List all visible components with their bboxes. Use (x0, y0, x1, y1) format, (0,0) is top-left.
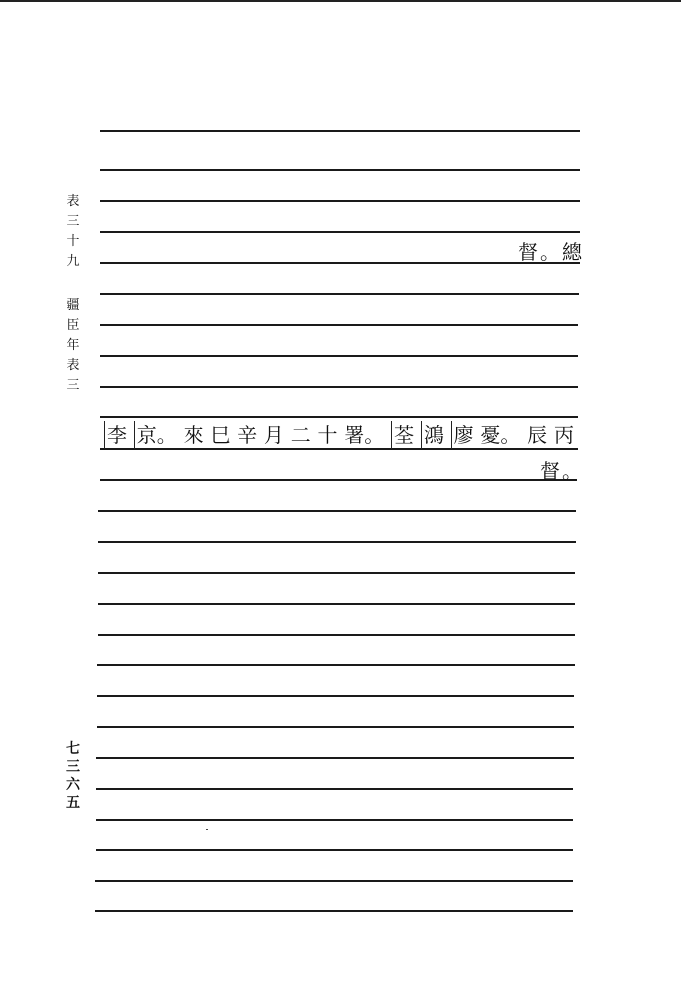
side-subtitle-column (63, 296, 83, 396)
page-number-char: 七 (66, 741, 80, 757)
table-row-rule (98, 603, 575, 605)
entry-char: 荃 (391, 421, 414, 449)
table-row-rule (97, 664, 575, 666)
table-row-rule (97, 726, 574, 728)
entry-char: 來 (183, 423, 204, 447)
paper-speck (206, 829, 208, 830)
table-row-rule (96, 849, 573, 851)
side-title-column (63, 192, 83, 272)
entry-char: 京。 (134, 421, 177, 449)
side-title-char: 三 (66, 214, 80, 229)
side-title-char: 十 (66, 234, 80, 249)
table-row-rule (95, 910, 573, 912)
governor-general-cell: 督。總 (518, 240, 584, 264)
table-row-rule (100, 324, 578, 326)
table-row-rule (95, 880, 573, 882)
entry-char: 二 (290, 423, 311, 447)
entry-char: 廖 (451, 421, 474, 449)
table-row-rule (100, 416, 578, 418)
side-subtitle-char: 三 (66, 378, 80, 393)
entry-char: 鴻 (421, 421, 444, 449)
table-row-rule (96, 819, 573, 821)
side-subtitle-char: 疆 (66, 298, 80, 313)
table-row-rule (97, 695, 574, 697)
side-subtitle-char: 臣 (66, 318, 80, 333)
page-number (63, 740, 83, 812)
page-top-border (0, 0, 681, 2)
table-row-rule (100, 293, 579, 295)
entry-char: 署。 (344, 423, 385, 447)
entry-char: 辰 (527, 423, 548, 447)
entry-char: 十 (317, 423, 338, 447)
table-row-rule (98, 541, 576, 543)
entry-char: 憂。 (480, 423, 521, 447)
table-row-rule (98, 510, 576, 512)
table-row-rule (96, 757, 574, 759)
table-row-rule (100, 231, 580, 233)
table-row-rule (100, 130, 580, 132)
table-row-rule (100, 169, 580, 171)
table-row-rule (100, 355, 578, 357)
page-number-char: 三 (66, 759, 80, 775)
side-subtitle-char: 表 (66, 358, 80, 373)
entry-row (104, 421, 574, 449)
page-number-char: 五 (66, 795, 80, 811)
governor-cell-below: 督。 (540, 459, 584, 483)
side-title-char: 九 (66, 254, 80, 269)
table-row-rule (98, 572, 575, 574)
table-row-rule (100, 262, 580, 264)
table-row-rule (100, 386, 578, 388)
table-row-rule (96, 788, 573, 790)
side-subtitle-char: 年 (66, 338, 80, 353)
table-row-rule (100, 479, 577, 481)
page-number-char: 六 (66, 777, 80, 793)
entry-char: 辛 (237, 423, 258, 447)
entry-char: 李 (104, 421, 127, 449)
table-row-rule (100, 200, 580, 202)
side-title-char: 表 (66, 194, 80, 209)
table-row-rule (98, 634, 575, 636)
entry-char: 月 (263, 423, 284, 447)
entry-char: 丙 (553, 423, 574, 447)
entry-char: 巳 (210, 423, 231, 447)
